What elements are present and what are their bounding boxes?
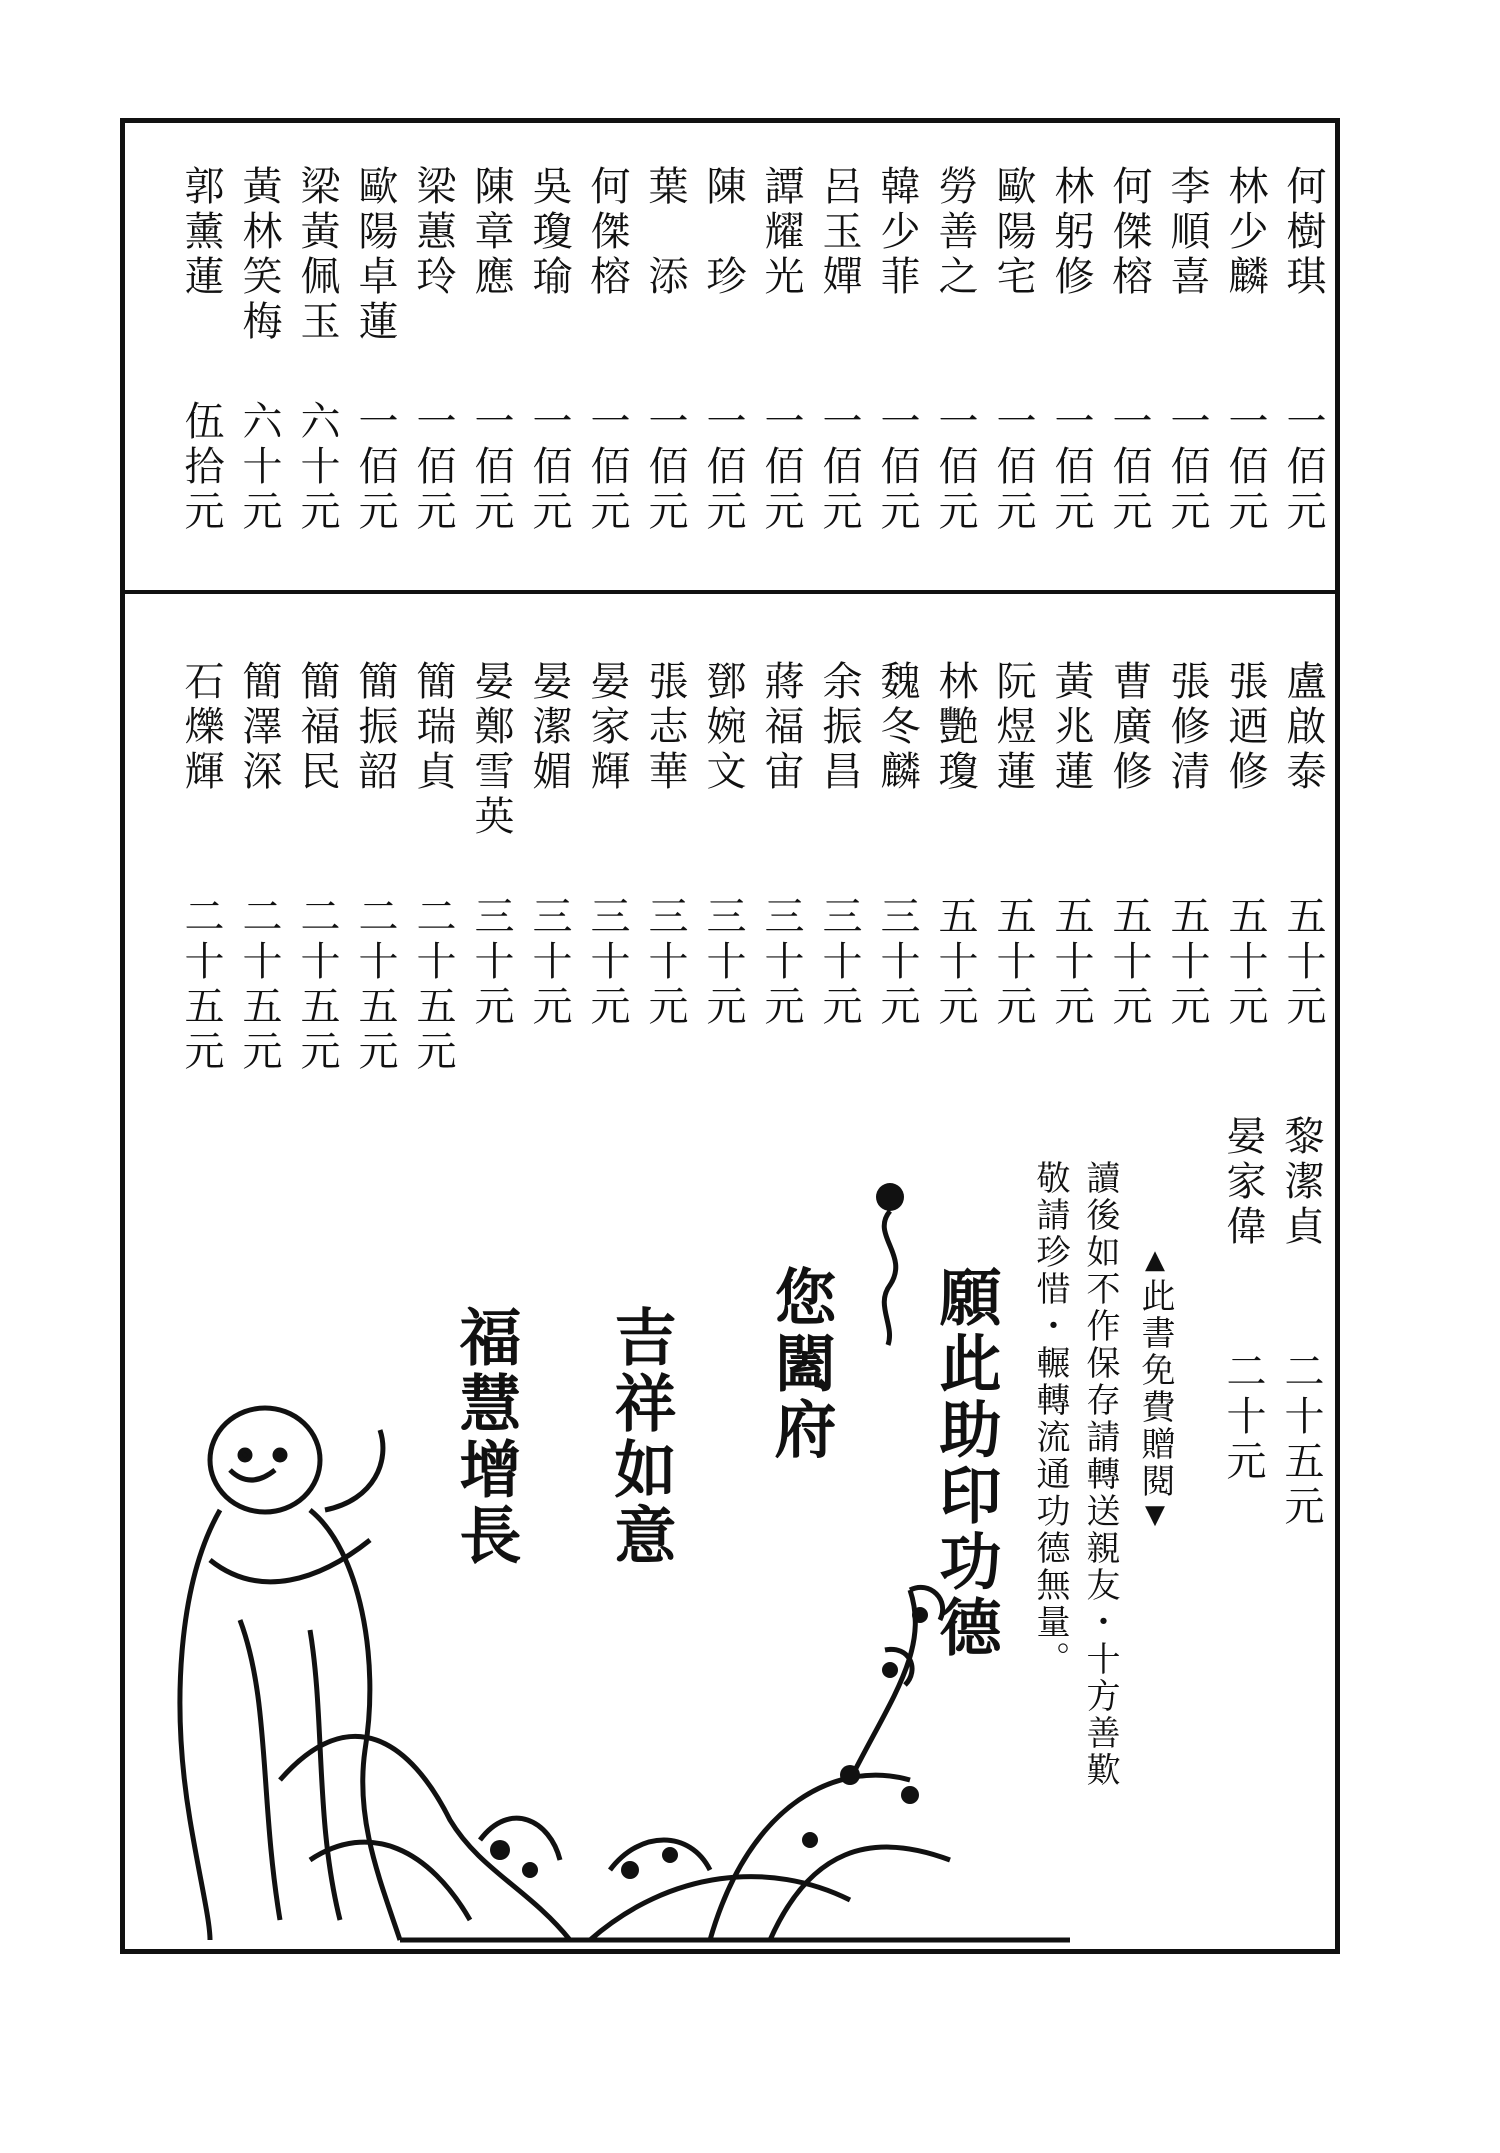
donor-name: 蔣福宙: [758, 660, 804, 795]
donor-name: 呂玉嬋: [816, 165, 862, 300]
donor-name: 吳瓊瑜: [526, 165, 572, 300]
donor-name: 歐陽卓蓮: [352, 165, 398, 345]
donor-amount: 五十元: [1106, 895, 1152, 1030]
donor-name: 張迺修: [1222, 660, 1268, 795]
donor-name: 魏冬麟: [874, 660, 920, 795]
donor-amount: 五十元: [1164, 895, 1210, 1030]
donor-name: 黎潔貞: [1278, 1115, 1324, 1250]
donor-name: 林少麟: [1222, 165, 1268, 300]
donor-amount: 二十五元: [352, 895, 398, 1075]
donor-amount: 三十元: [816, 895, 862, 1030]
donor-amount: 一佰元: [1280, 400, 1326, 535]
notice-heading: [1135, 1245, 1175, 1533]
donor-name: 盧啟泰: [1280, 660, 1326, 795]
donor-amount: 三十元: [642, 895, 688, 1030]
donor-name: 張志華: [642, 660, 688, 795]
donor-name: 簡瑞貞: [410, 660, 456, 795]
donor-name: 梁蕙玲: [410, 165, 456, 300]
notice-line-2: 敬請珍惜・輾轉流通功德無量。: [1030, 1160, 1070, 1678]
donor-name: 黃兆蓮: [1048, 660, 1094, 795]
blessing-line-1: 願此助印功德: [929, 1265, 1002, 1661]
donor-name: 晏家輝: [584, 660, 630, 795]
donor-name: 林艷瓊: [932, 660, 978, 795]
donor-amount: 一佰元: [1048, 400, 1094, 535]
donor-amount: 一佰元: [352, 400, 398, 535]
donor-amount: 一佰元: [468, 400, 514, 535]
donor-amount: 三十元: [584, 895, 630, 1030]
donor-amount: 一佰元: [700, 400, 746, 535]
donor-amount: 二十五元: [410, 895, 456, 1075]
donor-amount: 一佰元: [758, 400, 804, 535]
blessing-line-3: 吉祥如意: [604, 1305, 677, 1569]
donor-amount: 一佰元: [410, 400, 456, 535]
donor-amount: 一佰元: [584, 400, 630, 535]
donor-name: 鄧婉文: [700, 660, 746, 795]
donor-name: 梁黃佩玉: [294, 165, 340, 345]
donor-name: 譚耀光: [758, 165, 804, 300]
donor-name: 何傑榕: [1106, 165, 1152, 300]
donor-amount: 一佰元: [1222, 400, 1268, 535]
donor-name: 石爍輝: [178, 660, 224, 795]
donor-amount: 伍拾元: [178, 400, 224, 535]
donor-amount: 三十元: [700, 895, 746, 1030]
donor-name: 韓少菲: [874, 165, 920, 300]
donor-name: 陳 珍: [700, 165, 746, 300]
blessing-line-2: 您闔府: [764, 1265, 837, 1463]
donor-amount: 三十元: [468, 895, 514, 1030]
donor-name: 林躬修: [1048, 165, 1094, 300]
triangle-down-icon: ▼: [1140, 1500, 1170, 1533]
donor-name: 簡振韶: [352, 660, 398, 795]
donor-amount: 五十元: [1222, 895, 1268, 1030]
donor-name: 陳章應: [468, 165, 514, 300]
donor-amount: 三十元: [874, 895, 920, 1030]
donor-name: 李順喜: [1164, 165, 1210, 300]
donor-name: 黃林笑梅: [236, 165, 282, 345]
donor-amount: 二十五元: [178, 895, 224, 1075]
donor-amount: 二十元: [1220, 1350, 1266, 1485]
donor-name: 余振昌: [816, 660, 862, 795]
donor-amount: 五十元: [932, 895, 978, 1030]
donor-name: 曹廣修: [1106, 660, 1152, 795]
donor-amount: 一佰元: [874, 400, 920, 535]
notice-heading-text: 此書免費贈閱: [1135, 1278, 1175, 1500]
donor-name: 晏家偉: [1220, 1115, 1266, 1250]
donor-amount: 二十五元: [236, 895, 282, 1075]
blessing-line-4: 福慧增長: [449, 1305, 522, 1569]
section-divider: [120, 590, 1340, 594]
donor-amount: 一佰元: [1106, 400, 1152, 535]
donor-name: 晏潔媚: [526, 660, 572, 795]
triangle-up-icon: ▲: [1140, 1245, 1170, 1278]
donor-amount: 二十五元: [1278, 1350, 1324, 1530]
donor-amount: 一佰元: [932, 400, 978, 535]
donor-name: 葉 添: [642, 165, 688, 300]
donor-name: 阮煜蓮: [990, 660, 1036, 795]
donor-name: 勞善之: [932, 165, 978, 300]
donor-amount: 一佰元: [990, 400, 1036, 535]
donor-amount: 三十元: [526, 895, 572, 1030]
donor-name: 簡澤深: [236, 660, 282, 795]
donor-name: 晏鄭雪英: [468, 660, 514, 840]
donor-amount: 六十元: [236, 400, 282, 535]
donor-amount: 三十元: [758, 895, 804, 1030]
donor-name: 郭薰蓮: [178, 165, 224, 300]
monk-illustration: [150, 1400, 1090, 1945]
donor-name: 簡福民: [294, 660, 340, 795]
ornament-icon: [860, 1175, 920, 1355]
donor-amount: 五十元: [990, 895, 1036, 1030]
donor-name: 何樹琪: [1280, 165, 1326, 300]
donor-amount: 一佰元: [816, 400, 862, 535]
donor-amount: 五十元: [1048, 895, 1094, 1030]
donor-amount: 一佰元: [526, 400, 572, 535]
donor-amount: 一佰元: [1164, 400, 1210, 535]
donor-name: 何傑榕: [584, 165, 630, 300]
donor-name: 張修清: [1164, 660, 1210, 795]
notice-line-1: 讀後如不作保存請轉送親友・十方善歎: [1080, 1160, 1120, 1789]
donor-amount: 五十元: [1280, 895, 1326, 1030]
donor-amount: 二十五元: [294, 895, 340, 1075]
donor-amount: 一佰元: [642, 400, 688, 535]
donor-amount: 六十元: [294, 400, 340, 535]
donor-name: 歐陽宅: [990, 165, 1036, 300]
